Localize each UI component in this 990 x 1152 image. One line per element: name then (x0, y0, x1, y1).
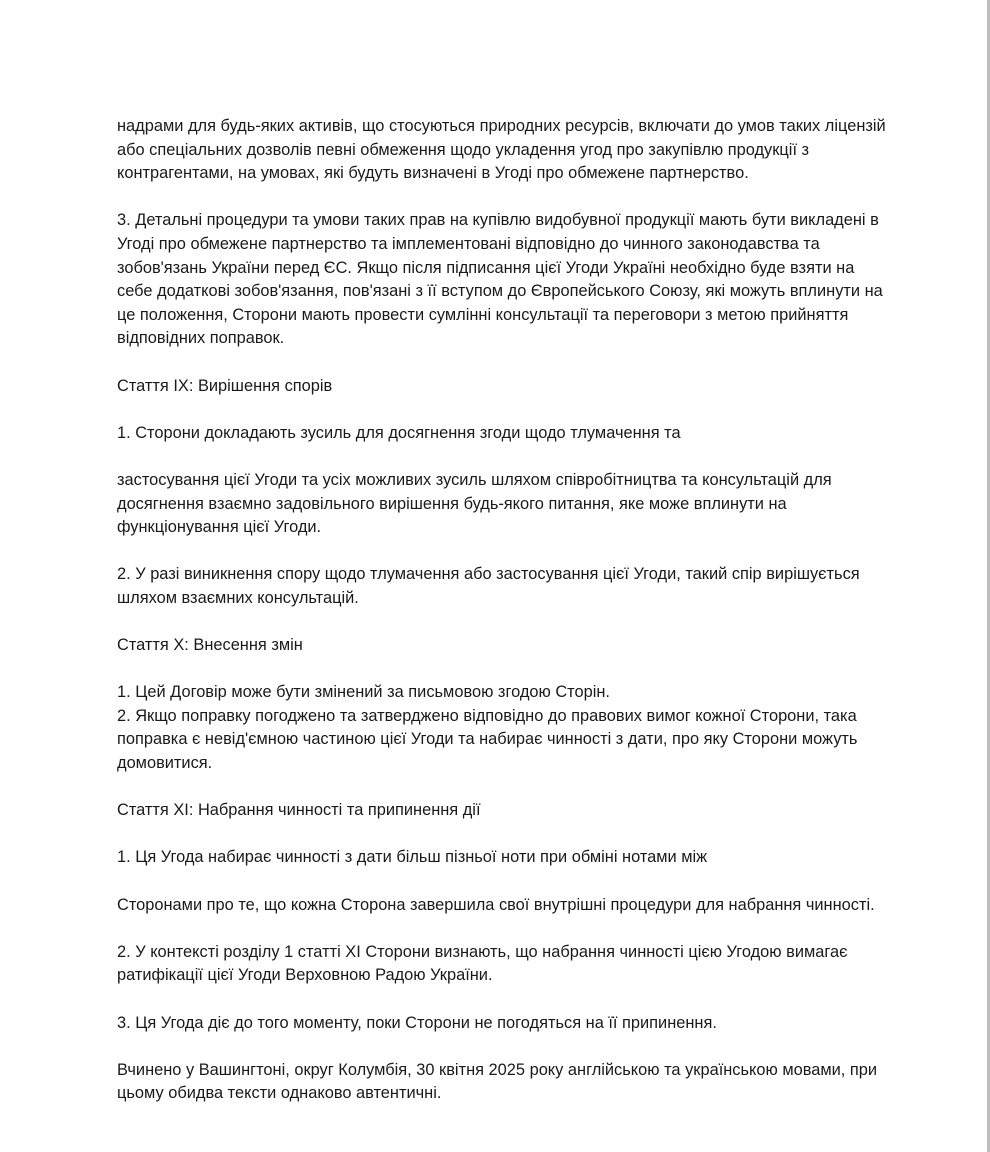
article-ix-heading: Стаття IX: Вирішення спорів (117, 376, 333, 395)
document-body (117, 115, 887, 1106)
article-xi-heading: Стаття XI: Набрання чинності та припинення дії (117, 801, 481, 820)
article-xi-clause-1-start: 1. Ця Угода набирає чинності з дати більш пізньої ноти при обміні нотами між (117, 848, 708, 867)
article-ix-clause-1-continued: застосування цієї Угоди та усіх можливих зусиль шляхом співробітництва та консультацій для досягнення взаємно задовільного вирішення будь-якого питання, яке може вплинути на функціонування цієї Угоди. (117, 470, 832, 537)
article-xi-clause-3: 3. Ця Угода діє до того моменту, поки Сторони не погодяться на її припинення. (117, 1013, 717, 1032)
article-ix-clause-1-start: 1. Сторони докладають зусиль для досягнення згоди щодо тлумачення та (117, 423, 681, 442)
article-x-heading: Стаття X: Внесення змін (117, 636, 303, 655)
article-xi-clause-1-continued: Сторонами про те, що кожна Сторона завершила свої внутрішні процедури для набрання чинності. (117, 895, 875, 914)
article-xi-clause-2: 2. У контексті розділу 1 статті XI Сторони визнають, що набрання чинності цією Угодою вимагає ратифікації цієї Угоди Верховною Радою України. (117, 942, 848, 985)
paragraph-continuation: надрами для будь-яких активів, що стосуються природних ресурсів, включати до умов таких ліцензій або спеціальних дозволів певні обмеження щодо укладення угод про закупівлю продукції з контрагентами, на умовах, які будуть визначені в Угоді про обмежене партнерство. (117, 117, 886, 183)
article-x-clause-1: 1. Цей Договір може бути змінений за письмовою згодою Сторін. (117, 683, 610, 702)
article-x-clause-2: 2. Якщо поправку погоджено та затверджено відповідно до правових вимог кожної Сторони, така поправка є невід'ємною частиною цієї Угоди та набирає чинності з дати, про яку Сторони можуть домовитися. (117, 706, 858, 773)
article-ix-clause-2: 2. У разі виникнення спору щодо тлумачення або застосування цієї Угоди, такий спір вирішується шляхом взаємних консультацій. (117, 565, 860, 607)
signing-statement: Вчинено у Вашингтоні, округ Колумбія, 30 квітня 2025 року англійською та українською мовами, при цьому обидва тексти однаково автентичні. (117, 1060, 878, 1103)
paragraph-procedures: 3. Детальні процедури та умови таких прав на купівлю видобувної продукції мають бути викладені в Угоді про обмежене партнерство та імплементовані відповідно до чинного законодавства та зобов'язань України перед ЄС. Якщо після підписання цієї Угоди Україні необхідно буде взяти на себе додаткові зобов'язання, пов'язані з її вступом до Європейського Союзу, які можуть вплинути на це положення, Сторони мають провести сумлінні консультації та переговори з метою прийняття відповідних поправок. (117, 211, 883, 348)
